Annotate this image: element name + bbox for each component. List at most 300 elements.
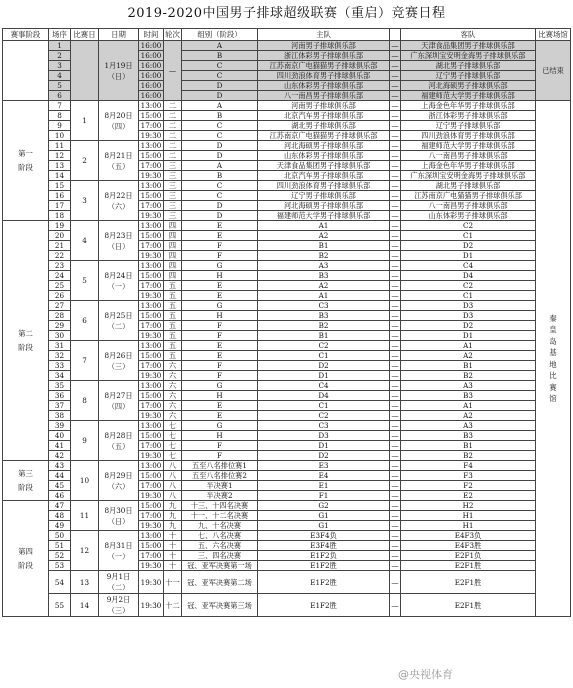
match-number: 15 [49, 181, 71, 191]
header-away: 客队 [401, 29, 536, 41]
round-cell: 六 [164, 361, 182, 371]
vs-separator: — [391, 81, 399, 90]
match-day: 11 [71, 501, 99, 531]
group-cell: A [182, 161, 258, 171]
vs-separator: — [391, 271, 399, 280]
home-team: D1 [258, 371, 390, 381]
away-team: A1 [401, 341, 536, 351]
match-number: 26 [49, 291, 71, 301]
match-number: 36 [49, 391, 71, 401]
round-cell: 五 [164, 291, 182, 301]
round-cell: 五 [164, 301, 182, 311]
home-team: 江苏南京广电猫猫男子排球俱乐部 [258, 61, 390, 71]
match-number: 3 [49, 61, 71, 71]
group-cell: G [182, 261, 258, 271]
vs-separator: — [391, 301, 399, 310]
group-cell: G [182, 421, 258, 431]
match-time: 19:30 [139, 331, 164, 341]
match-number: 45 [49, 481, 71, 491]
match-time: 13:00 [139, 301, 164, 311]
away-team: C1 [401, 291, 536, 301]
home-team: C3 [258, 301, 390, 311]
match-day: 10 [71, 461, 99, 501]
match-time: 15:00 [139, 311, 164, 321]
match-time: 13:00 [139, 181, 164, 191]
header-time: 时间 [139, 29, 164, 41]
match-time: 19:30 [139, 131, 164, 141]
away-team: B1 [401, 361, 536, 371]
home-team: B2 [258, 251, 390, 261]
vs-separator: — [391, 231, 399, 240]
away-team: 山东体彩男子排球俱乐部 [401, 211, 536, 221]
match-number: 54 [49, 571, 71, 594]
match-number: 11 [49, 141, 71, 151]
round-cell: 五 [164, 331, 182, 341]
match-time: 19:30 [139, 371, 164, 381]
match-number: 47 [49, 501, 71, 511]
match-time: 16:00 [139, 71, 164, 81]
home-team: A1 [258, 221, 390, 231]
round-cell: 六 [164, 371, 182, 381]
table-row [3, 41, 571, 51]
away-team: 湖北男子排球俱乐部 [401, 61, 536, 71]
round-cell: 二 [164, 121, 182, 131]
match-number: 29 [49, 321, 71, 331]
group-cell: F [182, 361, 258, 371]
group-cell: D [182, 141, 258, 151]
match-number: 27 [49, 301, 71, 311]
match-number: 51 [49, 541, 71, 551]
round-cell: 五 [164, 341, 182, 351]
vs-separator: — [391, 71, 399, 80]
group-cell: 三、四名决赛 [182, 551, 258, 561]
match-time: 13:00 [139, 421, 164, 431]
round-cell: 七 [164, 421, 182, 431]
vs-separator: — [391, 291, 399, 300]
away-team: 上海金色年华男子排球俱乐部 [401, 101, 536, 111]
vs-separator: — [391, 401, 399, 410]
vs-separator: — [391, 491, 399, 500]
home-team: D4 [258, 391, 390, 401]
away-team: E2F1负 [401, 551, 536, 561]
match-number: 6 [49, 91, 71, 101]
match-day [71, 41, 99, 101]
home-team: 八一南昌男子排球俱乐部 [258, 91, 390, 101]
match-time: 15:00 [139, 501, 164, 511]
home-team: C2 [258, 341, 390, 351]
match-number: 24 [49, 271, 71, 281]
home-team: E1F2胜 [258, 571, 390, 594]
vs-separator: — [391, 371, 399, 380]
round-cell: 四 [164, 251, 182, 261]
match-number: 43 [49, 461, 71, 471]
table-row [3, 341, 571, 351]
group-cell: F [182, 251, 258, 261]
group-cell: E [182, 221, 258, 231]
match-time: 19:30 [139, 521, 164, 531]
home-team: 北京汽车男子排球俱乐部 [258, 171, 390, 181]
away-team: E2F1胜 [401, 561, 536, 571]
table-row [3, 261, 571, 271]
home-team: 河北海硕男子排球俱乐部 [258, 141, 390, 151]
match-date: 8月26日（三） [99, 341, 139, 381]
home-team: E1 [258, 481, 390, 491]
group-cell: 冠、亚军决赛第一场 [182, 561, 258, 571]
group-cell: E [182, 231, 258, 241]
match-time: 15:00 [139, 151, 164, 161]
round-cell: 四 [164, 241, 182, 251]
group-cell: G [182, 381, 258, 391]
away-team: A2 [401, 411, 536, 421]
away-team: 四川劲浪体育男子排球俱乐部 [401, 131, 536, 141]
page-title: 2019-2020中国男子排球超级联赛（重启）竞赛日程 [127, 6, 446, 21]
match-day: 6 [71, 301, 99, 341]
stage-cell: 第三阶段 [3, 461, 49, 501]
match-day: 7 [71, 341, 99, 381]
header-round: 轮次 [165, 30, 180, 39]
venue-done: 已结束 [536, 41, 571, 101]
vs-separator: — [391, 51, 399, 60]
match-number: 22 [49, 251, 71, 261]
table-row [3, 301, 571, 311]
vs-separator: — [391, 191, 399, 200]
home-team: D3 [258, 431, 390, 441]
round-cell: 七 [164, 451, 182, 461]
match-number: 33 [49, 361, 71, 371]
group-cell: 五至八名排位赛2 [182, 471, 258, 481]
away-team: H1 [401, 521, 536, 531]
match-number: 2 [49, 51, 71, 61]
vs-separator: — [391, 461, 399, 470]
away-team: A3 [401, 381, 536, 391]
match-number: 40 [49, 431, 71, 441]
match-date: 1月19日（日） [99, 41, 139, 101]
group-cell: E [182, 341, 258, 351]
away-team: B1 [401, 441, 536, 451]
round-cell: 九 [164, 501, 182, 511]
match-time: 19:30 [139, 594, 164, 617]
vs-separator: — [391, 451, 399, 460]
home-team: G1 [258, 521, 390, 531]
group-cell: D [182, 211, 258, 221]
match-day: 5 [71, 261, 99, 301]
match-time: 16:00 [139, 41, 164, 51]
group-cell: D [182, 91, 258, 101]
vs-separator: — [391, 111, 399, 120]
group-cell: D [182, 81, 258, 91]
match-time: 17:00 [139, 321, 164, 331]
away-team: B3 [401, 391, 536, 401]
match-time: 15:00 [139, 111, 164, 121]
away-team: B2 [401, 371, 536, 381]
stage-cell: 第二阶段 [3, 221, 49, 461]
match-date: 8月30日（日） [99, 501, 139, 531]
away-team: 广东深圳宝安明金海男子排球俱乐部 [401, 51, 536, 61]
match-time: 16:00 [139, 81, 164, 91]
round-cell: 四 [164, 221, 182, 231]
group-cell: H [182, 391, 258, 401]
match-time: 15:00 [139, 191, 164, 201]
vs-separator: — [391, 501, 399, 510]
round-cell: 五 [164, 311, 182, 321]
vs-separator: — [391, 61, 399, 70]
vs-separator: — [391, 201, 399, 210]
home-team: 浙江体彩男子排球俱乐部 [258, 51, 390, 61]
home-team: 河北海硕男子排球俱乐部 [258, 201, 390, 211]
match-time: 19:30 [139, 561, 164, 571]
home-team: B3 [258, 311, 390, 321]
vs-separator: — [391, 541, 399, 550]
home-team: G1 [258, 511, 390, 521]
group-cell: 五至八名排位赛1 [182, 461, 258, 471]
round-cell: 十二 [164, 594, 182, 617]
home-team: F1 [258, 491, 390, 501]
vs-separator: — [391, 551, 399, 560]
away-team: F3 [401, 471, 536, 481]
header-stage: 赛事阶段 [3, 29, 49, 41]
match-time: 13:00 [139, 221, 164, 231]
home-team: E1F2胜 [258, 594, 390, 617]
home-team: B2 [258, 321, 390, 331]
vs-separator: — [391, 351, 399, 360]
vs-separator: — [391, 41, 399, 50]
home-team: C1 [258, 401, 390, 411]
match-date: 9月2日（三） [99, 594, 139, 617]
round-cell: 十一 [164, 571, 182, 594]
match-time: 17:00 [139, 511, 164, 521]
vs-separator: — [391, 281, 399, 290]
match-time: 17:00 [139, 551, 164, 561]
match-date: 8月28日（五） [99, 421, 139, 461]
home-team: 江苏南京广电猫猫男子排球俱乐部 [258, 131, 390, 141]
away-team: F2 [401, 481, 536, 491]
round-cell: 三 [164, 201, 182, 211]
home-team: D1 [258, 441, 390, 451]
match-time: 13:00 [139, 341, 164, 351]
match-day: 9 [71, 421, 99, 461]
table-row [3, 421, 571, 431]
match-date: 8月25日（二） [99, 301, 139, 341]
match-number: 52 [49, 551, 71, 561]
match-number: 4 [49, 71, 71, 81]
home-team: D2 [258, 451, 390, 461]
away-team: B2 [401, 451, 536, 461]
round-cell: 十 [164, 561, 182, 571]
match-number: 5 [49, 81, 71, 91]
match-number: 55 [49, 594, 71, 617]
header-row [3, 29, 571, 41]
match-number: 30 [49, 331, 71, 341]
match-number: 35 [49, 381, 71, 391]
match-time: 19:30 [139, 251, 164, 261]
away-team: D2 [401, 241, 536, 251]
match-number: 8 [49, 111, 71, 121]
match-time: 13:00 [139, 261, 164, 271]
match-time: 19:30 [139, 211, 164, 221]
match-day: 2 [71, 141, 99, 181]
header-home: 主队 [258, 29, 390, 41]
vs-separator: — [390, 594, 401, 617]
home-team: 天津食品集团男子排球俱乐部 [258, 161, 390, 171]
away-team: 辽宁男子排球俱乐部 [401, 71, 536, 81]
match-time: 19:30 [139, 291, 164, 301]
home-team: 山东体彩男子排球俱乐部 [258, 81, 390, 91]
group-cell: E [182, 351, 258, 361]
venue-cell: 秦皇岛基地比赛馆 [536, 101, 571, 617]
vs-separator: — [391, 241, 399, 250]
home-team: 河南男子排球俱乐部 [258, 41, 390, 51]
group-cell: E [182, 281, 258, 291]
group-cell: B [182, 111, 258, 121]
round-cell: 十 [164, 531, 182, 541]
round-cell: 七 [164, 441, 182, 451]
group-cell: F [182, 331, 258, 341]
match-date: 8月31日（一） [99, 531, 139, 571]
group-cell: 冠、亚军决赛第三场 [182, 594, 258, 617]
match-number: 10 [49, 131, 71, 141]
match-number: 7 [49, 101, 71, 111]
match-time: 13:00 [139, 461, 164, 471]
away-team: E2F1胜 [401, 594, 536, 617]
match-number: 17 [49, 201, 71, 211]
match-day: 14 [71, 594, 99, 617]
away-team: 河北海硕男子排球俱乐部 [401, 81, 536, 91]
match-date: 8月27日（四） [99, 381, 139, 421]
vs-separator: — [391, 381, 399, 390]
vs-separator: — [391, 531, 399, 540]
round-cell: 三 [164, 171, 182, 181]
match-number: 16 [49, 191, 71, 201]
match-date: 8月20日（四） [99, 101, 139, 141]
away-team: 江苏南京广电猫猫男子排球俱乐部 [401, 191, 536, 201]
match-time: 15:00 [139, 231, 164, 241]
home-team: D2 [258, 361, 390, 371]
home-team: B3 [258, 271, 390, 281]
match-time: 16:00 [139, 61, 164, 71]
vs-separator: — [391, 91, 399, 100]
round-cell: 九 [164, 511, 182, 521]
match-number: 19 [49, 221, 71, 231]
match-date: 8月24日（一） [99, 261, 139, 301]
match-time: 15:00 [139, 351, 164, 361]
away-team: 上海金色年华男子排球俱乐部 [401, 161, 536, 171]
round-cell: 三 [164, 181, 182, 191]
vs-separator: — [391, 141, 399, 150]
match-number: 12 [49, 151, 71, 161]
header-match-day: 比赛日 [71, 29, 99, 41]
group-cell: 七、八名决赛 [182, 531, 258, 541]
match-date: 8月22日（六） [99, 181, 139, 221]
home-team: C3 [258, 421, 390, 431]
group-cell: C [182, 131, 258, 141]
schedule-table [2, 28, 571, 617]
stage-cell [3, 41, 49, 101]
match-time: 17:00 [139, 441, 164, 451]
table-row [3, 594, 571, 617]
vs-separator: — [391, 251, 399, 260]
match-number: 42 [49, 451, 71, 461]
vs-separator: — [391, 161, 399, 170]
away-team: E4F3负 [401, 531, 536, 541]
match-time: 19:30 [139, 451, 164, 461]
table-row [3, 531, 571, 541]
group-cell: 十一、十二名决赛 [182, 511, 258, 521]
vs-separator: — [391, 341, 399, 350]
match-date: 9月1日（二） [99, 571, 139, 594]
away-team: A3 [401, 421, 536, 431]
round-cell: 八 [164, 471, 182, 481]
away-team: 辽宁男子排球俱乐部 [401, 121, 536, 131]
group-cell: F [182, 241, 258, 251]
away-team: D4 [401, 271, 536, 281]
group-cell: 半决赛2 [182, 491, 258, 501]
home-team: B1 [258, 331, 390, 341]
match-number: 13 [49, 161, 71, 171]
table-row [3, 181, 571, 191]
match-time: 15:00 [139, 471, 164, 481]
vs-separator: — [391, 511, 399, 520]
group-cell: D [182, 201, 258, 211]
match-number: 32 [49, 351, 71, 361]
group-cell: D [182, 151, 258, 161]
match-number: 14 [49, 171, 71, 181]
away-team: 八一南昌男子排球俱乐部 [401, 151, 536, 161]
round-cell: 六 [164, 391, 182, 401]
match-time: 17:00 [139, 121, 164, 131]
round-cell: 四 [164, 261, 182, 271]
away-team: E2 [401, 491, 536, 501]
round-cell: 八 [164, 481, 182, 491]
match-time: 17:00 [139, 241, 164, 251]
away-team: 天津食品集团男子排球俱乐部 [401, 41, 536, 51]
match-number: 44 [49, 471, 71, 481]
away-team: D1 [401, 331, 536, 341]
schedule-body [3, 41, 571, 617]
home-team: G2 [258, 501, 390, 511]
header-vs [390, 29, 401, 41]
away-team: 福建师范大学男子排球俱乐部 [401, 141, 536, 151]
table-row [3, 221, 571, 231]
match-time: 17:00 [139, 481, 164, 491]
match-number: 50 [49, 531, 71, 541]
match-time: 15:00 [139, 391, 164, 401]
match-time: 17:00 [139, 281, 164, 291]
home-team: 四川劲浪体育男子排球俱乐部 [258, 181, 390, 191]
match-time: 16:00 [139, 51, 164, 61]
round-cell: 五 [164, 321, 182, 331]
vs-separator: — [391, 221, 399, 230]
home-team: E4 [258, 471, 390, 481]
group-cell: C [182, 71, 258, 81]
away-team: 福建师范大学男子排球俱乐部 [401, 91, 536, 101]
group-cell: G [182, 301, 258, 311]
round-cell: 五 [164, 351, 182, 361]
away-team: D2 [401, 321, 536, 331]
group-cell: C [182, 191, 258, 201]
home-team: E3F4胜 [258, 541, 390, 551]
home-team: C1 [258, 351, 390, 361]
group-cell: H [182, 431, 258, 441]
round-cell: 十 [164, 541, 182, 551]
match-number: 9 [49, 121, 71, 131]
home-team: 福建师范大学男子排球俱乐部 [258, 211, 390, 221]
home-team: E3 [258, 461, 390, 471]
vs-separator: — [391, 561, 399, 570]
match-day: 8 [71, 381, 99, 421]
vs-separator: — [391, 431, 399, 440]
home-team: 河南男子排球俱乐部 [258, 101, 390, 111]
vs-separator: — [391, 361, 399, 370]
